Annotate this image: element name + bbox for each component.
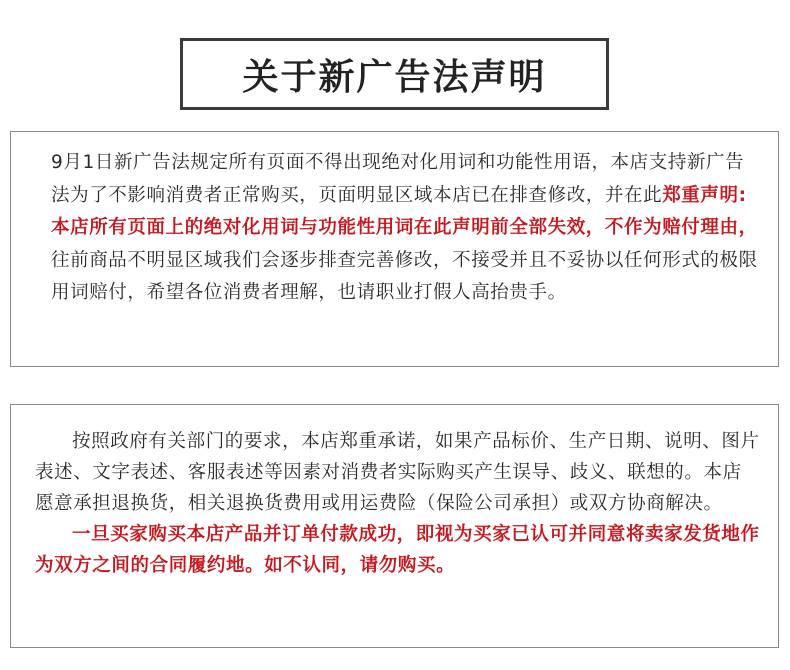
- contract-location-paragraph: 一旦买家购买本店产品并订单付款成功，即视为买家已认可并同意将卖家发货地作为双方之间的合同履约地。如不认同，请勿购买。: [35, 524, 760, 576]
- page-title: 关于新广告法声明: [242, 56, 547, 98]
- notice-highlight-statement: 郑重声明:本店所有页面上的绝对化用词与功能性用词在此声明前全部失效，不作为赔付理由，: [51, 184, 758, 238]
- commitment-paragraph: 按照政府有关部门的要求，本店郑重承诺，如果产品标价、生产日期、说明、图片表述、文字表述、客服表述等因素对消费者实际购买产生误导、歧义、联想的。本店愿意承担退换货，相关退换货费用或用运费险（保险公司承担）或双方协商解决。: [35, 431, 760, 514]
- ad-law-notice-box: [10, 131, 779, 367]
- notice-text-part2: 往前商品不明显区域我们会逐步排查完善修改，不接受并且不妥协以任何形式的极限用词赔付，希望各位消费者理解，也请职业打假人高抬贵手。: [51, 249, 758, 303]
- store-commitment-box: [10, 404, 779, 648]
- title-box: [180, 38, 609, 110]
- ad-law-notice-text: [51, 147, 758, 310]
- notice-text-part1: 9月1日新广告法规定所有页面不得出现绝对化用词和功能性用语，本店支持新广告法为了不影响消费者正常购买，页面明显区域本店已在排查修改，并在此: [51, 152, 745, 206]
